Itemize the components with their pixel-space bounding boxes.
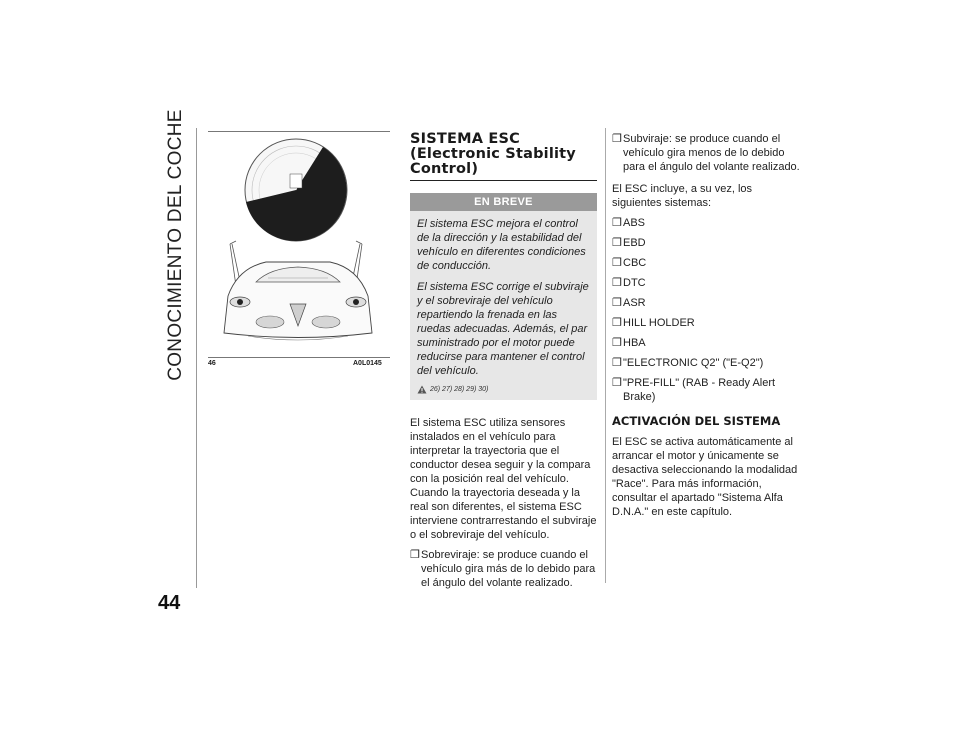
checkbox-icon: ❐ [612, 237, 622, 249]
body-paragraph: El sistema ESC utiliza sensores instalados en el vehículo para interpretar la trayectoria que el conductor desea seguir y la compara con la posición real del vehículo. Cuando la trayectoria deseada y la real son diferentes, el sistema ESC interviene contrarrestando el subviraje o el sobreviraje del vehículo. [410, 417, 597, 541]
includes-text: El ESC incluye, a su vez, los siguientes sistemas: [612, 183, 753, 209]
checkbox-icon: ❐ [612, 357, 622, 369]
activation-title: ACTIVACIÓN DEL SISTEMA [612, 414, 781, 428]
list-item: ❐ HBA [612, 337, 646, 349]
side-rule [196, 128, 197, 588]
column-right [612, 132, 802, 519]
list-item: ❐ "ELECTRONIC Q2" ("E-Q2") [612, 357, 764, 369]
figure-code: A0L0145 [353, 360, 382, 367]
list-item: ❐ EBD [612, 237, 646, 249]
checkbox-icon: ❐ [612, 217, 622, 229]
checkbox-icon: ❐ [612, 257, 622, 269]
checkbox-icon: ❐ [612, 377, 622, 389]
warning-refs: 26) 27) 28) 29) 30) [417, 385, 590, 394]
checkbox-icon: ❐ [612, 277, 622, 289]
brief-paragraph: El sistema ESC corrige el subviraje y el sobreviraje del vehículo repartiendo la frenada en las ruedas adecuadas. Además, el par suministrado por el motor puede reducirse para mantener el control del vehículo. [417, 281, 589, 377]
checkbox-icon: ❐ [612, 337, 622, 349]
list-item: ❐ Sobreviraje: se produce cuando el vehículo gira más de lo debido para el ángulo del volante realizado. [410, 549, 596, 589]
list-item: ❐ HILL HOLDER [612, 317, 695, 329]
esc-figure [208, 128, 390, 364]
checkbox-icon: ❐ [612, 317, 622, 329]
figure-number: 46 [208, 360, 216, 367]
list-item: ❐ CBC [612, 257, 647, 269]
figure-bottom-rule [208, 357, 390, 358]
page-number: 44 [158, 592, 181, 614]
list-item: ❐ ABS [612, 217, 646, 229]
checkbox-icon: ❐ [410, 549, 420, 561]
activation-text: El ESC se activa automáticamente al arrancar el motor y únicamente se desactiva seleccionando la modalidad "Race". Para más información, consultar el apartado "Sistema Alfa D.N.A." en este capítulo. [612, 436, 798, 518]
checkbox-icon: ❐ [612, 297, 622, 309]
list-item: ❐ DTC [612, 277, 646, 289]
checkbox-icon: ❐ [612, 133, 622, 145]
brief-box [410, 193, 597, 400]
brief-heading: EN BREVE [410, 193, 597, 211]
column-center [410, 132, 597, 590]
list-item: ❐ ASR [612, 297, 646, 309]
section-title: SISTEMA ESC (Electronic Stability Control) [410, 132, 597, 181]
brief-paragraph: El sistema ESC mejora el control de la dirección y la estabilidad del vehículo en diferentes condiciones de conducción. [417, 218, 586, 272]
warning-triangle-icon [417, 385, 427, 394]
chapter-title: CONOCIMIENTO DEL COCHE [165, 109, 186, 381]
list-item: ❐ "PRE-FILL" (RAB - Ready Alert Brake) [612, 377, 776, 403]
list-item: ❐ Subviraje: se produce cuando el vehículo gira menos de lo debido para el ángulo del volante realizado. [612, 133, 800, 173]
column-rule [605, 128, 606, 583]
